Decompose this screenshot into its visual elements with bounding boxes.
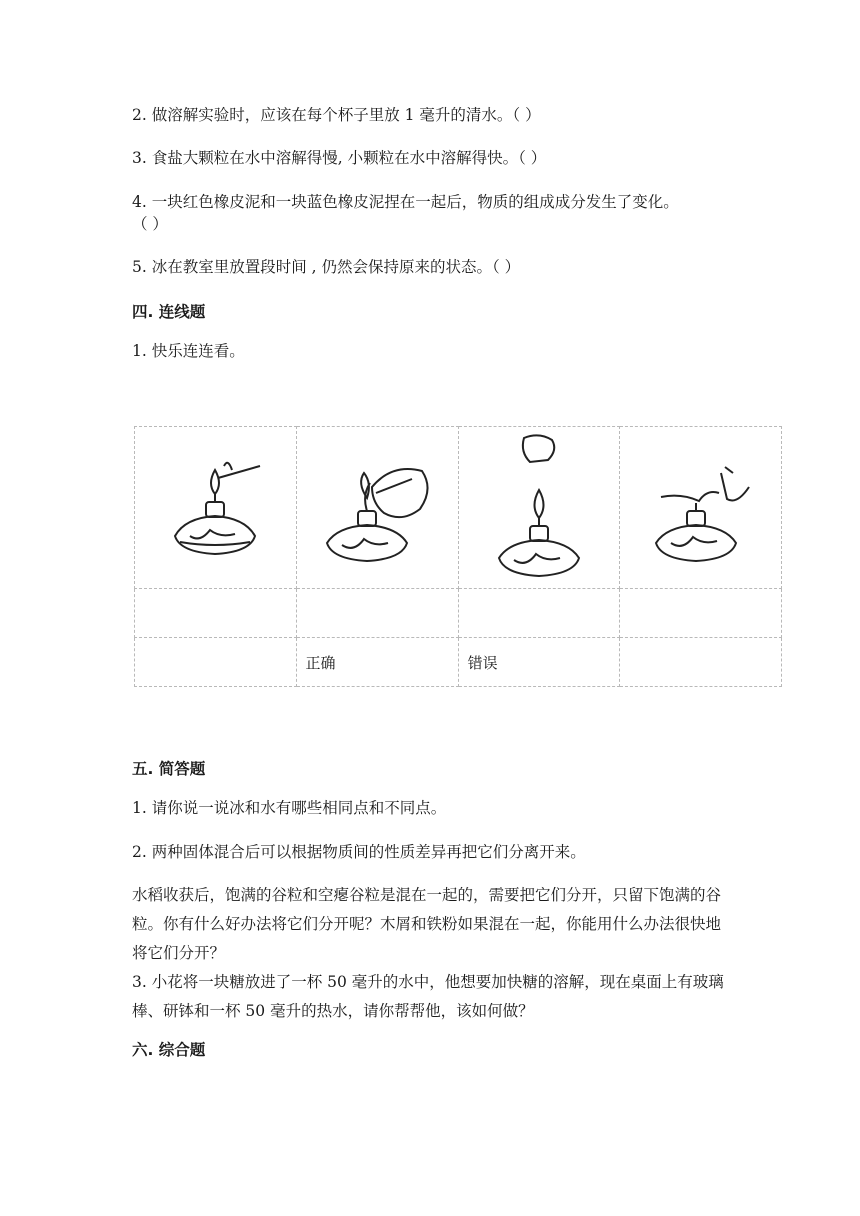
lamp-cell-3	[458, 427, 620, 589]
section-6-title: 六. 综合题	[132, 1041, 206, 1059]
label-cell-correct: 正确	[296, 638, 458, 687]
section-5-title: 五. 简答题	[132, 760, 206, 778]
lamp-cell-1	[135, 427, 297, 589]
short-answer-3: 3. 小花将一块糖放进了一杯 50 毫升的水中，他想要加快糖的溶解，现在桌面上有玻璃棒、研钵和一杯 50 毫升的热水，请你帮帮他，该如何做？	[132, 973, 724, 1020]
blank-cell-3	[458, 589, 620, 638]
short-answer-2-body: 水稻收获后，饱满的谷粒和空瘪谷粒是混在一起的，需要把它们分开，只留下饱满的谷粒。你有什么好办法将它们分开呢？木屑和铁粉如果混在一起，你能用什么办法很快地将它们分开？	[132, 886, 722, 962]
short-answer-2: 2. 两种固体混合后可以根据物质间的性质差异再把它们分离开来。	[132, 843, 586, 861]
judge-item-5: 5. 冰在教室里放置段时间 , 仍然会保持原来的状态。（ ）	[132, 258, 521, 276]
alcohol-lamp-blow-icon	[641, 443, 761, 573]
label-cell-1	[135, 638, 297, 687]
blank-cell-1	[135, 589, 297, 638]
blank-cell-4	[620, 589, 782, 638]
judge-item-4-bracket: （ ）	[132, 215, 168, 233]
alcohol-lamp-lid-icon	[484, 430, 594, 585]
alcohol-lamp-tilted-icon	[312, 443, 442, 573]
lamp-cell-4	[620, 427, 782, 589]
label-cell-4	[620, 638, 782, 687]
judge-item-4: 4. 一块红色橡皮泥和一块蓝色橡皮泥捏在一起后，物质的组成成分发生了变化。	[132, 193, 679, 211]
blank-cell-2	[296, 589, 458, 638]
lamp-cell-2	[296, 427, 458, 589]
label-cell-wrong: 错误	[458, 638, 620, 687]
judge-item-3: 3. 食盐大颗粒在水中溶解得慢, 小颗粒在水中溶解得快。（ ）	[132, 149, 547, 167]
judge-item-2: 2. 做溶解实验时，应该在每个杯子里放 1 毫升的清水。（ ）	[132, 106, 541, 124]
matching-question-1: 1. 快乐连连看。	[132, 342, 245, 360]
matching-table	[134, 426, 782, 687]
section-4-title: 四. 连线题	[132, 303, 206, 321]
alcohol-lamp-match-icon	[160, 448, 270, 568]
short-answer-1: 1. 请你说一说冰和水有哪些相同点和不同点。	[132, 799, 447, 817]
